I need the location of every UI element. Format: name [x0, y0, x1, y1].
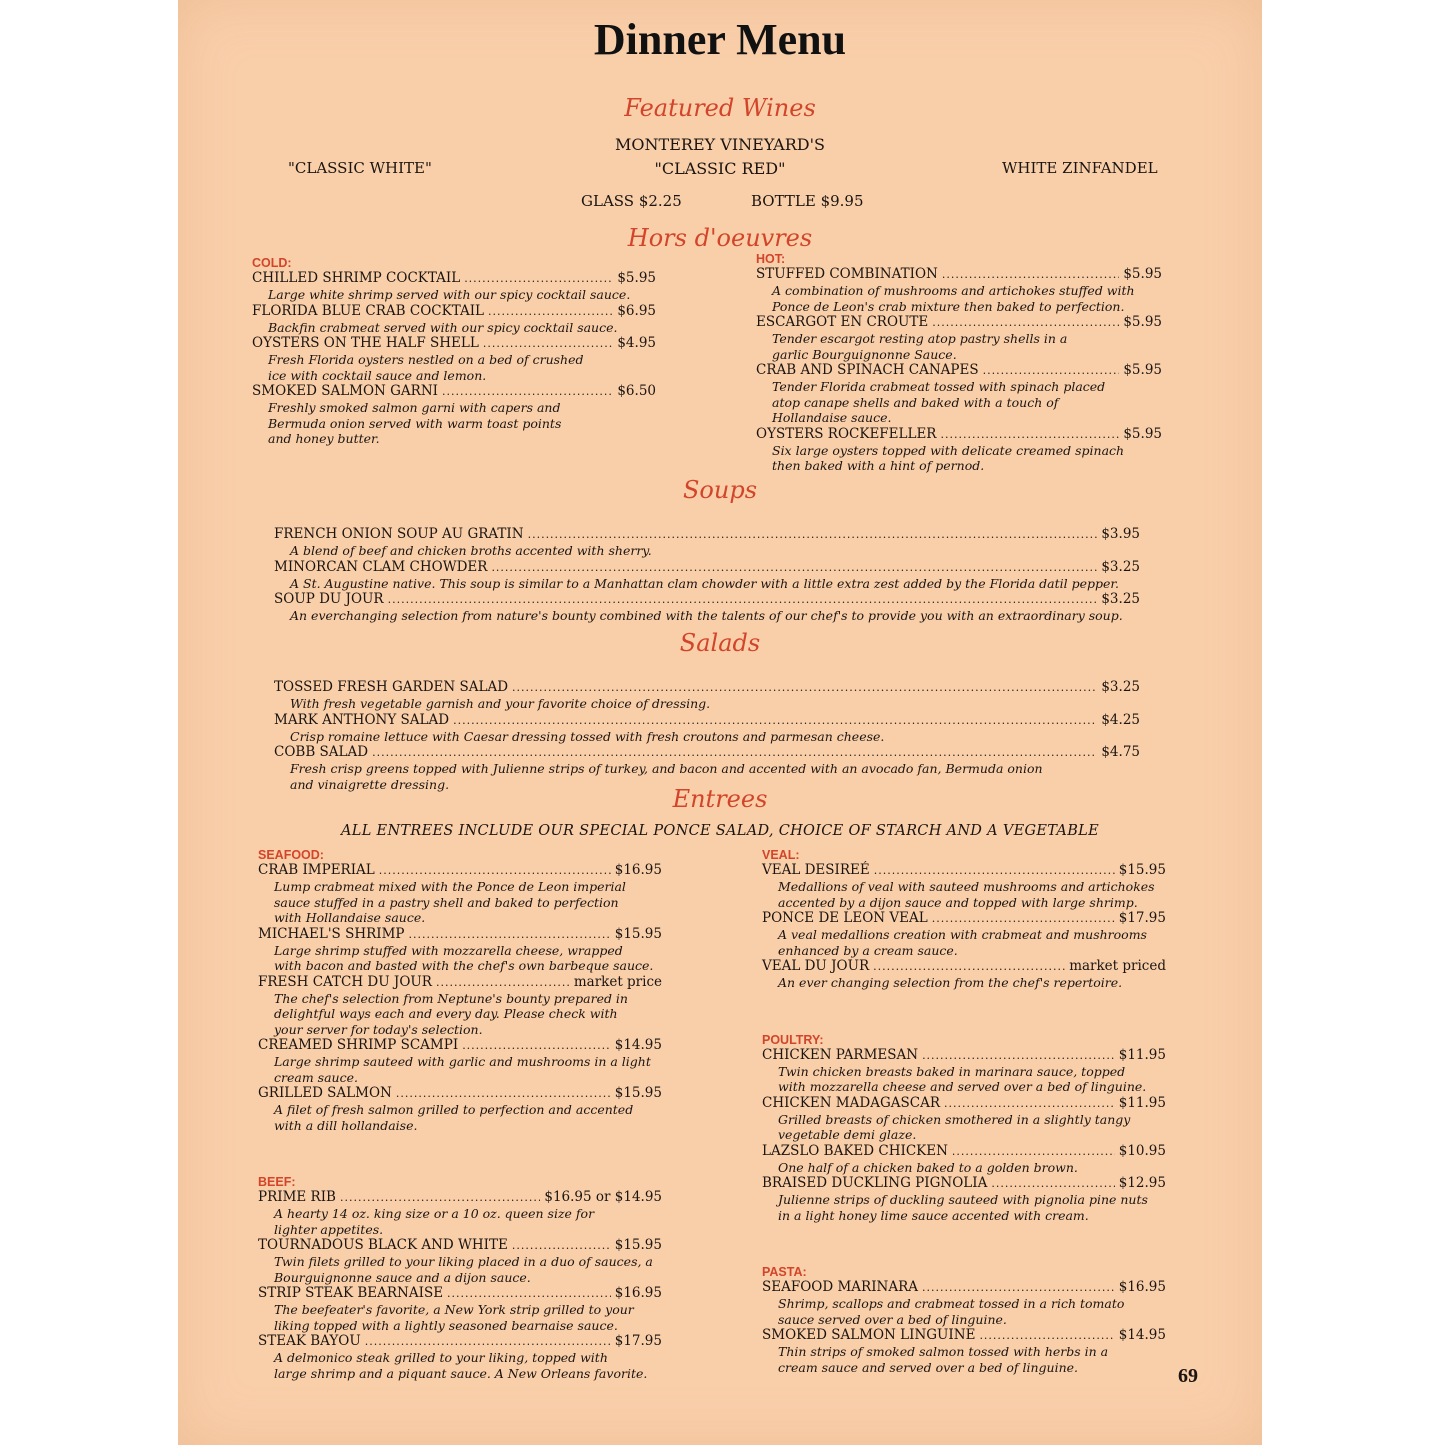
- menu-item: TOURNADOUS BLACK AND WHITE ..... $15.95: [258, 1237, 662, 1254]
- menu-item: LAZSLO BAKED CHICKEN ..... $10.95: [762, 1143, 1166, 1160]
- menu-item: SMOKED SALMON LINGUINE ..... $14.95: [762, 1327, 1166, 1344]
- item-description: A veal medallions creation with crabmeat and mushrooms enhanced by a cream sauce.: [778, 927, 1147, 958]
- item-description: Large shrimp stuffed with mozzarella cheese, wrapped with bacon and basted with the chef's own barbeque sauce.: [274, 942, 654, 973]
- menu-item: FRESH CATCH DU JOUR ..... market price: [258, 974, 662, 991]
- menu-page: [178, 0, 1262, 1445]
- item-description: Crisp romaine lettuce with Caesar dressing tossed with fresh croutons and parmesan cheese.: [290, 728, 885, 744]
- item-description: A blend of beef and chicken broths accented with sherry.: [290, 543, 652, 558]
- wine-classic-white: "CLASSIC WHITE": [288, 159, 432, 177]
- hors-hot-column: [756, 252, 1162, 474]
- menu-item: STEAK BAYOU ..... $17.95: [258, 1333, 662, 1350]
- menu-item: FLORIDA BLUE CRAB COCKTAIL ..... $6.95: [252, 303, 656, 320]
- item-description: An everchanging selection from nature's bounty combined with the talents of our chef's to provide you with an extraordinary soup.: [290, 608, 1123, 623]
- item-description: A filet of fresh salmon grilled to perfection and accented with a dill hollandaise.: [274, 1102, 634, 1133]
- item-description: Lump crabmeat mixed with the Ponce de Leon imperial sauce stuffed in a pastry shell and baked to perfection with Hollandaise sauce.: [274, 879, 626, 925]
- menu-item: CRAB AND SPINACH CANAPES ..... $5.95: [756, 362, 1162, 379]
- page-title: Dinner Menu: [593, 15, 847, 64]
- salads-list: [274, 679, 1140, 792]
- category-pasta: PASTA:: [762, 1265, 807, 1279]
- category-veal: VEAL:: [762, 848, 800, 862]
- item-description: An ever changing selection from the chef's repertoire.: [778, 975, 1123, 990]
- item-description: Six large oysters topped with delicate creamed spinach then baked with a hint of pernod.: [772, 442, 1125, 473]
- menu-item: STUFFED COMBINATION ..... $5.95: [756, 266, 1162, 283]
- item-description: Twin chicken breasts baked in marinara sauce, topped with mozzarella cheese and served over a bed of linguine.: [778, 1063, 1147, 1094]
- item-description: Tender escargot resting atop pastry shells in a garlic Bourguignonne Sauce.: [772, 331, 1068, 362]
- menu-item: CREAMED SHRIMP SCAMPI ..... $14.95: [258, 1037, 662, 1054]
- menu-item: TOSSED FRESH GARDEN SALAD ..... $3.25: [274, 679, 1140, 696]
- menu-item: CRAB IMPERIAL ..... $16.95: [258, 862, 662, 879]
- category-cold: COLD:: [252, 256, 292, 270]
- menu-item: CHILLED SHRIMP COCKTAIL ..... $5.95: [252, 270, 656, 287]
- soups-list: [274, 526, 1140, 624]
- item-description: Twin filets grilled to your liking placed in a duo of sauces, a Bourguignonne sauce and a dijon sauce.: [274, 1254, 653, 1285]
- category-hot: HOT:: [756, 252, 786, 266]
- item-description: Fresh crisp greens topped with Julienne strips of turkey, and bacon and accented with an avocado fan, Bermuda onion and vinaigrette dressing.: [290, 761, 1043, 792]
- item-description: One half of a chicken baked to a golden brown.: [778, 1159, 1078, 1175]
- menu-item: BRAISED DUCKLING PIGNOLIA ..... $12.95: [762, 1175, 1166, 1192]
- menu-item: STRIP STEAK BEARNAISE ..... $16.95: [258, 1285, 662, 1302]
- page-number: 69: [1178, 1365, 1198, 1387]
- menu-item: VEAL DESIREÉ ..... $15.95: [762, 862, 1166, 879]
- menu-item: PRIME RIB ..... $16.95 or $14.95: [258, 1189, 662, 1206]
- wine-white-zinfandel: WHITE ZINFANDEL: [1002, 159, 1158, 177]
- item-description: The beefeater's favorite, a New York strip grilled to your liking topped with a lightly seasoned bearnaise sauce.: [274, 1302, 634, 1333]
- item-description: The chef's selection from Neptune's bounty prepared in delightful ways each and every day. Please check with your server for today's selection.: [274, 990, 628, 1037]
- item-description: Backfin crabmeat served with our spicy cocktail sauce.: [268, 319, 618, 335]
- item-description: Large shrimp sauteed with garlic and mushrooms in a light cream sauce.: [274, 1054, 651, 1085]
- menu-item: GRILLED SALMON ..... $15.95: [258, 1085, 662, 1102]
- section-hors-doeuvres: Hors d'oeuvres: [627, 224, 813, 252]
- menu-item: PONCE DE LEON VEAL ..... $17.95: [762, 910, 1166, 927]
- menu-item: VEAL DU JOUR ..... market priced: [762, 958, 1166, 975]
- wine-vineyard: MONTEREY VINEYARD'S: [615, 135, 825, 154]
- menu-item: OYSTERS ON THE HALF SHELL ..... $4.95: [252, 335, 656, 352]
- item-description: A hearty 14 oz. king size or a 10 oz. queen size for lighter appetites.: [274, 1206, 595, 1237]
- menu-item: FRENCH ONION SOUP AU GRATIN ..... $3.95: [274, 526, 1140, 543]
- item-description: Large white shrimp served with our spicy cocktail sauce.: [268, 287, 631, 302]
- item-description: A St. Augustine native. This soup is similar to a Manhattan clam chowder with a little extra zest added by the Florida datil pepper.: [290, 575, 1119, 591]
- item-description: Grilled breasts of chicken smothered in a slightly tangy vegetable demi glaze.: [778, 1111, 1131, 1142]
- menu-item: MINORCAN CLAM CHOWDER ..... $3.25: [274, 559, 1140, 576]
- menu-item: COBB SALAD ..... $4.75: [274, 744, 1140, 761]
- item-description: A combination of mushrooms and artichokes stuffed with Ponce de Leon's crab mixture then baked to perfection.: [772, 283, 1135, 314]
- wine-glass-price: GLASS $2.25: [581, 192, 682, 210]
- menu-item: OYSTERS ROCKEFELLER ..... $5.95: [756, 426, 1162, 443]
- menu-item: SEAFOOD MARINARA ..... $16.95: [762, 1279, 1166, 1296]
- menu-item: MICHAEL'S SHRIMP ..... $15.95: [258, 926, 662, 943]
- item-description: Freshly smoked salmon garni with capers and Bermuda onion served with warm toast points and honey butter.: [268, 400, 562, 446]
- wine-bottle-price: BOTTLE $9.95: [751, 192, 864, 210]
- section-entrees: Entrees: [672, 785, 768, 813]
- entrees-right-column: [762, 848, 1166, 1375]
- item-description: Fresh Florida oysters nestled on a bed of crushed ice with cocktail sauce and lemon.: [268, 352, 584, 383]
- item-description: Julienne strips of duckling sauteed with pignolia pine nuts in a light honey lime sauce accented with cream.: [778, 1192, 1148, 1223]
- category-seafood: SEAFOOD:: [258, 848, 324, 862]
- item-description: Tender Florida crabmeat tossed with spinach placed atop canape shells and baked with a touch of Hollandaise sauce.: [772, 379, 1106, 425]
- hors-cold-column: [252, 256, 656, 447]
- menu-item: CHICKEN MADAGASCAR ..... $11.95: [762, 1095, 1166, 1112]
- menu-item: MARK ANTHONY SALAD ..... $4.25: [274, 712, 1140, 729]
- item-description: Shrimp, scallops and crabmeat tossed in a rich tomato sauce served over a bed of linguine.: [778, 1296, 1125, 1327]
- section-salads: Salads: [679, 629, 761, 657]
- item-description: With fresh vegetable garnish and your favorite choice of dressing.: [290, 696, 711, 711]
- entrees-left-column: [258, 848, 662, 1381]
- section-soups: Soups: [682, 476, 758, 504]
- menu-item: CHICKEN PARMESAN ..... $11.95: [762, 1047, 1166, 1064]
- item-description: A delmonico steak grilled to your liking, topped with large shrimp and a piquant sauce. A New Orleans favorite.: [274, 1350, 648, 1381]
- entrees-note: ALL ENTREES INCLUDE OUR SPECIAL PONCE SALAD, CHOICE OF STARCH AND A VEGETABLE: [341, 823, 1099, 839]
- menu-item: ESCARGOT EN CROUTE ..... $5.95: [756, 314, 1162, 331]
- item-description: Medallions of veal with sauteed mushrooms and artichokes accented by a dijon sauce and topped with large shrimp.: [778, 879, 1155, 910]
- category-poultry: POULTRY:: [762, 1032, 824, 1047]
- menu-item: SOUP DU JOUR ..... $3.25: [274, 591, 1140, 608]
- menu-item: SMOKED SALMON GARNI ..... $6.50: [252, 383, 656, 400]
- section-featured-wines: Featured Wines: [624, 94, 816, 122]
- item-description: Thin strips of smoked salmon tossed with herbs in a cream sauce and served over a bed of linguine.: [778, 1344, 1109, 1375]
- category-beef: BEEF:: [258, 1175, 296, 1189]
- wine-classic-red: "CLASSIC RED": [654, 159, 786, 178]
